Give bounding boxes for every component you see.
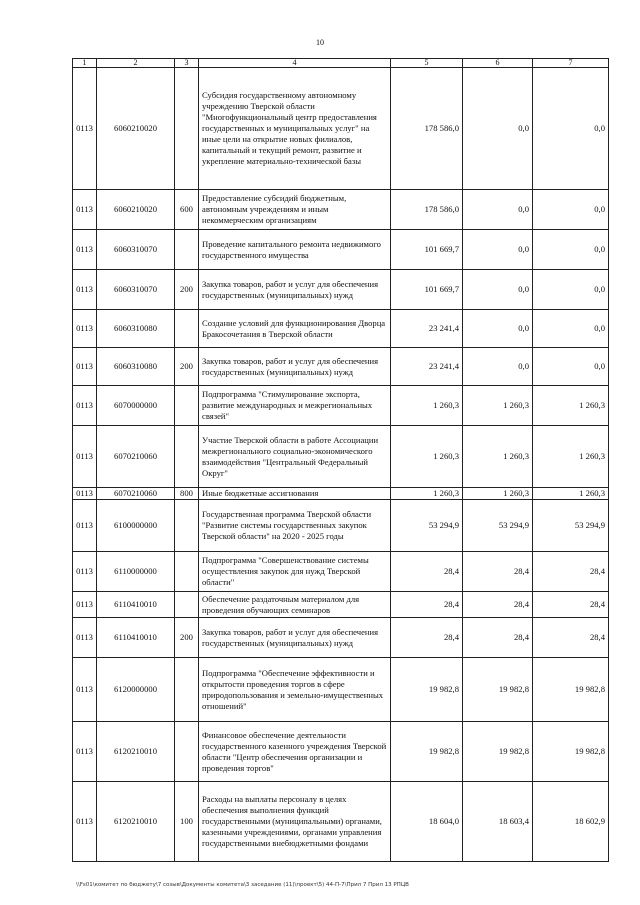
section-code: 0113 [73,722,97,782]
section-code: 0113 [73,230,97,270]
amount-col6: 1 260,3 [463,386,533,426]
row-description: Закупка товаров, работ и услуг для обеспечения государственных (муниципальных) нужд [199,270,391,310]
table-row [73,348,609,386]
amount-col7: 0,0 [533,270,609,310]
expense-type [175,230,199,270]
amount-col7: 0,0 [533,310,609,348]
amount-col6: 18 603,4 [463,782,533,862]
amount-col7: 1 260,3 [533,488,609,500]
row-description: Участие Тверской области в работе Ассоциации межрегионального социально-экономического взаимодействия "Центральный Федеральный Округ" [199,426,391,488]
section-code: 0113 [73,310,97,348]
expense-type [175,500,199,552]
target-article: 6060210020 [97,190,175,230]
row-description: Финансовое обеспечение деятельности государственного казенного учреждения Тверской области "Центр обеспечения организации и проведения торгов" [199,722,391,782]
expense-type [175,68,199,190]
section-code: 0113 [73,488,97,500]
section-code: 0113 [73,500,97,552]
amount-col5: 1 260,3 [391,488,463,500]
amount-col7: 0,0 [533,348,609,386]
expense-type [175,386,199,426]
expense-type: 100 [175,782,199,862]
target-article: 6070210060 [97,426,175,488]
amount-col6: 28,4 [463,592,533,618]
row-description: Расходы на выплаты персоналу в целях обеспечения выполнения функций государственными (муниципальными) органами, казенными учреждениями, органами управления государственными внебюджетными фондами [199,782,391,862]
row-description: Обеспечение раздаточным материалом для проведения обучающих семинаров [199,592,391,618]
target-article: 6120000000 [97,658,175,722]
amount-col6: 0,0 [463,348,533,386]
section-code: 0113 [73,190,97,230]
amount-col5: 23 241,4 [391,348,463,386]
target-article: 6110000000 [97,552,175,592]
amount-col6: 1 260,3 [463,426,533,488]
row-description: Субсидия государственному автономному учреждению Тверской области "Многофункциональный центр предоставления государственных и муниципальных услуг" на иные цели на открытие новых филиалов, капитальный и текущий ремонт, развитие и укрепление материально-технической базы [199,68,391,190]
header-col-1: 1 [73,59,97,68]
expense-type [175,658,199,722]
table-row [73,270,609,310]
table-row [73,230,609,270]
amount-col7: 0,0 [533,190,609,230]
section-code: 0113 [73,592,97,618]
row-description: Закупка товаров, работ и услуг для обеспечения государственных (муниципальных) нужд [199,618,391,658]
target-article: 6120210010 [97,782,175,862]
amount-col7: 19 982,8 [533,658,609,722]
amount-col7: 18 602,9 [533,782,609,862]
amount-col6: 1 260,3 [463,488,533,500]
row-description: Предоставление субсидий бюджетным, автономным учреждениям и иным некоммерческим организациям [199,190,391,230]
header-col-3: 3 [175,59,199,68]
target-article: 6060210020 [97,68,175,190]
amount-col6: 0,0 [463,190,533,230]
section-code: 0113 [73,270,97,310]
expense-type [175,722,199,782]
amount-col5: 101 669,7 [391,270,463,310]
amount-col5: 28,4 [391,592,463,618]
target-article: 6110410010 [97,618,175,658]
row-description: Подпрограмма "Совершенствование системы осуществления закупок для нужд Тверской области" [199,552,391,592]
amount-col6: 0,0 [463,270,533,310]
page-number: 10 [316,38,324,47]
table-row [73,722,609,782]
target-article: 6120210010 [97,722,175,782]
table-row [73,592,609,618]
section-code: 0113 [73,426,97,488]
amount-col5: 28,4 [391,552,463,592]
target-article: 6100000000 [97,500,175,552]
expense-type [175,310,199,348]
section-code: 0113 [73,68,97,190]
row-description: Создание условий для функционирования Дворца Бракосочетания в Тверской области [199,310,391,348]
table-row [73,310,609,348]
amount-col7: 1 260,3 [533,386,609,426]
amount-col5: 28,4 [391,618,463,658]
target-article: 6070210060 [97,488,175,500]
table-row [73,658,609,722]
header-row [73,59,609,68]
table-row [73,386,609,426]
expense-type [175,552,199,592]
target-article: 6110410010 [97,592,175,618]
amount-col5: 19 982,8 [391,722,463,782]
header-col-6: 6 [463,59,533,68]
header-col-5: 5 [391,59,463,68]
section-code: 0113 [73,618,97,658]
expense-type: 600 [175,190,199,230]
amount-col7: 19 982,8 [533,722,609,782]
target-article: 6060310080 [97,348,175,386]
table-row [73,68,609,190]
target-article: 6060310080 [97,310,175,348]
expense-type [175,426,199,488]
row-description: Закупка товаров, работ и услуг для обеспечения государственных (муниципальных) нужд [199,348,391,386]
header-col-2: 2 [97,59,175,68]
amount-col6: 0,0 [463,68,533,190]
table-row [73,552,609,592]
section-code: 0113 [73,782,97,862]
amount-col7: 53 294,9 [533,500,609,552]
row-description: Государственная программа Тверской области "Развитие системы государственных закупок Тверской области" на 2020 - 2025 годы [199,500,391,552]
table-row [73,190,609,230]
amount-col6: 28,4 [463,552,533,592]
amount-col5: 1 260,3 [391,386,463,426]
amount-col5: 178 586,0 [391,68,463,190]
section-code: 0113 [73,552,97,592]
table-row [73,618,609,658]
amount-col6: 28,4 [463,618,533,658]
amount-col7: 28,4 [533,618,609,658]
expense-type: 800 [175,488,199,500]
amount-col6: 53 294,9 [463,500,533,552]
table-row [73,488,609,500]
amount-col7: 0,0 [533,230,609,270]
amount-col6: 0,0 [463,310,533,348]
amount-col5: 18 604,0 [391,782,463,862]
expense-type [175,592,199,618]
header-col-7: 7 [533,59,609,68]
amount-col6: 19 982,8 [463,658,533,722]
target-article: 6060310070 [97,270,175,310]
budget-table [72,58,609,862]
table-row [73,426,609,488]
amount-col7: 1 260,3 [533,426,609,488]
amount-col5: 178 586,0 [391,190,463,230]
expense-type: 200 [175,270,199,310]
target-article: 6070000000 [97,386,175,426]
amount-col7: 28,4 [533,552,609,592]
expense-type: 200 [175,618,199,658]
row-description: Подпрограмма "Стимулирование экспорта, развитие международных и межрегиональных связей" [199,386,391,426]
amount-col7: 28,4 [533,592,609,618]
expense-type: 200 [175,348,199,386]
amount-col6: 19 982,8 [463,722,533,782]
section-code: 0113 [73,348,97,386]
amount-col6: 0,0 [463,230,533,270]
section-code: 0113 [73,658,97,722]
table-row [73,782,609,862]
row-description: Проведение капитального ремонта недвижимого государственного имущества [199,230,391,270]
header-col-4: 4 [199,59,391,68]
table-row [73,500,609,552]
row-description: Иные бюджетные ассигнования [199,488,391,500]
amount-col5: 23 241,4 [391,310,463,348]
footer-file-path: \\Fs01\комитет по бюджету\7 созыв\Документы комитета\3 заседание (11)\проект\5) 44-П-7\Прил 7 Прил 13 РПЦВ [76,882,409,888]
row-description: Подпрограмма "Обеспечение эффективности и открытости проведения торгов в сфере природопользования и земельно-имущественных отношений" [199,658,391,722]
amount-col7: 0,0 [533,68,609,190]
amount-col5: 19 982,8 [391,658,463,722]
amount-col5: 101 669,7 [391,230,463,270]
amount-col5: 53 294,9 [391,500,463,552]
target-article: 6060310070 [97,230,175,270]
section-code: 0113 [73,386,97,426]
amount-col5: 1 260,3 [391,426,463,488]
